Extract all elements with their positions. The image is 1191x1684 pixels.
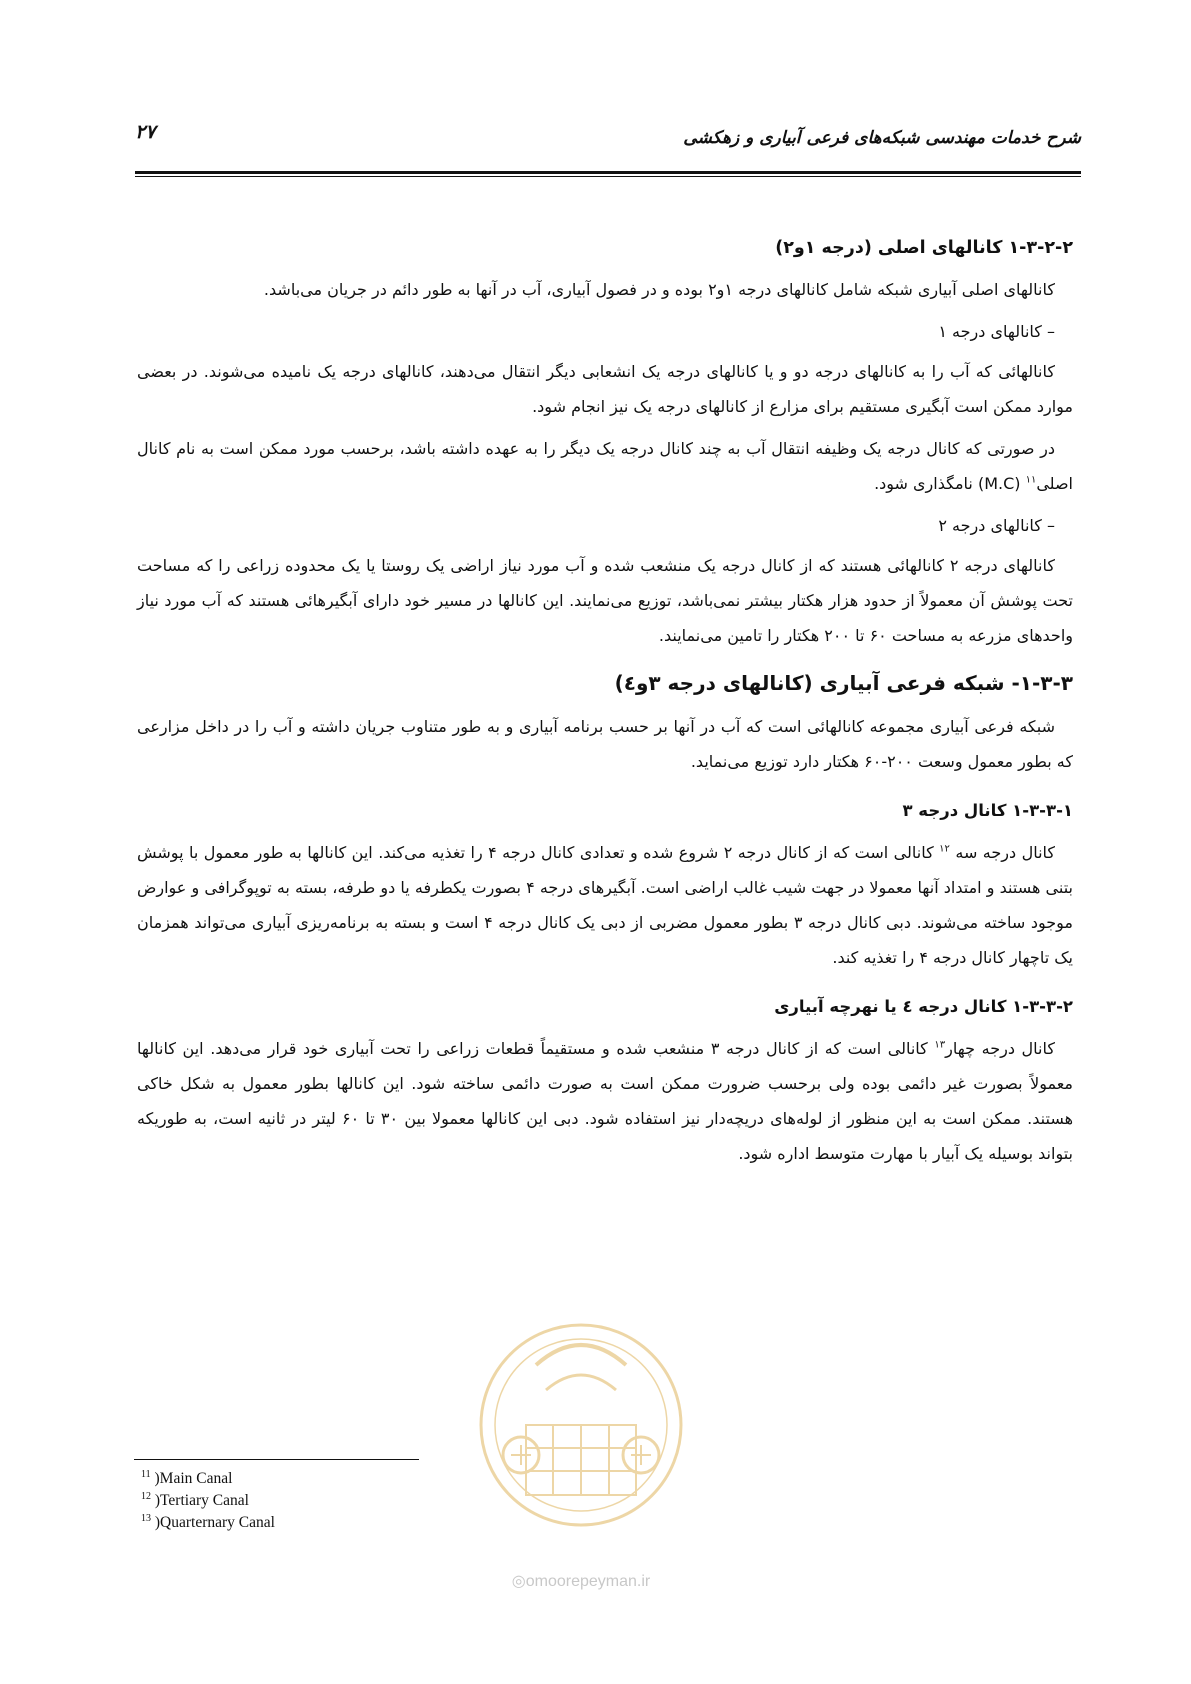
section-heading-sub-network: ۱-۳-۳- شبکه فرعی آبیاری (کانالهای درجه ۳و٤) <box>614 671 1073 695</box>
paragraph-secondary-canals: کانالهای درجه ۲ کانالهائی هستند که از کانال درجه یک منشعب شده و آب مورد نیاز اراضی یک روستا یا یک محدوده زراعی را که مساحت تحت پوشش آن معمولاً از حدود هزار هکتار بیشتر نمی‌باشد، توزیع می‌نمایند. این کانالها در مسیر خود دارای آبگیرهائی هستند که آب مورد نیاز واحدهای مزرعه به مساحت ۶۰ تا ۲۰۰ هکتار را تامین می‌نمایند. <box>137 556 1073 645</box>
paragraph-tertiary-canal <box>137 835 1073 975</box>
paragraph-main-canals-intro: کانالهای اصلی آبیاری شبکه شامل کانالهای درجه ۱و۲ بوده و در فصول آبیاری، آب در آنها به طور دائم در جریان می‌باشد. <box>263 280 1055 299</box>
paragraph-primary-canals: کانالهائی که آب را به کانالهای درجه دو و یا کانالهای درجه یک انشعابی دیگر انتقال می‌دهند، کانالهای درجه یک نامیده می‌شوند. در بعضی موارد ممکن است آبگیری مستقیم برای مزارع از کانالهای درجه یک نیز انجام شود. <box>137 362 1073 416</box>
paragraph-text-part: (M.C) نامگذاری شود. <box>874 474 1026 493</box>
footnote-ref-11: ۱۱ <box>1025 474 1037 486</box>
paragraph-text-part: کانالی است که از کانال درجه ۲ شروع شده و تعدادی کانال درجه ۴ را تغذیه می‌کند. این کانالها به طور معمول با پوشش بتنی هستند و امتداد آنها معمولا در جهت شیب غالب اراضی است. آبگیرهای درجه ۴ بصورت یکطرفه یا دو طرفه، بسته به توپوگرافی و عوارض موجود ساخته می‌شوند. دبی کانال درجه ۳ بطور معمول مضربی از دبی یک کانال درجه ۴ است و بسته به برنامه‌ریزی آبیاری می‌تواند همزمان یک تاچهار کانال درجه ۴ را تغذیه کند. <box>137 843 1074 967</box>
bullet-primary-canals: – کانالهای درجه ۱ <box>938 322 1055 341</box>
footnotes <box>141 1466 275 1532</box>
footnote-text: )Quarternary Canal <box>154 1514 275 1532</box>
footnote-number: 12 <box>141 1491 151 1503</box>
footnote-text: )Tertiary Canal <box>154 1492 249 1510</box>
running-header-title: شرح خدمات مهندسی شبکه‌های فرعی آبیاری و زهکشی <box>683 128 1081 148</box>
footnote-ref-12: ۱۲ <box>939 843 950 855</box>
paragraph-text-part: کانالی است که از کانال درجه ۳ منشعب شده و مستقیماً قطعات زراعی را تحت آبیاری خود قرار می‌دهد. این کانالها معمولاً بصورت غیر دائمی بوده ولی برحسب ضرورت ممکن است به صورت دائمی ساخته شود. این کانالها بطور معمول به شکل خاکی هستند. ممکن است به این منظور از لوله‌های دریچه‌دار نیز استفاده شود. دبی این کانالها معمولا بین ۳۰ تا ۶۰ لیتر در ثانیه است، به طوریکه بتواند بوسیله یک آبیار با مهارت متوسط اداره شود. <box>137 1039 1074 1163</box>
footnote-ref-13: ۱۳ <box>934 1039 946 1051</box>
header-rule-thin <box>135 176 1081 177</box>
paragraph-main-canal-naming <box>137 431 1073 501</box>
footnote-item <box>141 1488 275 1510</box>
header-rule-thick <box>135 171 1081 174</box>
footnote-item <box>141 1510 275 1532</box>
section-heading-main-canals: ۱-۳-۲-۲ کانالهای اصلی (درجه ۱و۲) <box>775 238 1073 258</box>
footnote-text: )Main Canal <box>154 1470 233 1488</box>
paragraph-text-part: در صورتی که کانال درجه یک وظیفه انتقال آب به چند کانال درجه یک دیگر را به عهده داشته باشد، برحسب مورد ممکن است به نام کانال اصلی <box>137 439 1073 493</box>
footnote-number: 13 <box>141 1513 151 1525</box>
section-heading-tertiary-canal: ۱-۳-۳-۱ کانال درجه ۳ <box>902 801 1073 820</box>
page-number: ۲۷ <box>135 121 156 143</box>
bullet-secondary-canals: – کانالهای درجه ۲ <box>938 516 1055 535</box>
paragraph-sub-network: شبکه فرعی آبیاری مجموعه کانالهائی است که آب در آنها بر حسب برنامه آبیاری و به طور متناوب جریان داشته و آب را در داخل مزارعی که بطور معمول وسعت ۲۰۰-۶۰ هکتار دارد توزیع می‌نماید. <box>137 717 1073 771</box>
paragraph-quaternary-canal <box>137 1031 1073 1171</box>
paragraph-text-part: کانال درجه سه <box>949 843 1056 862</box>
section-heading-quaternary-canal: ۱-۳-۳-۲ کانال درجه ٤ یا نهرچه آبیاری <box>774 997 1073 1016</box>
watermark-logo-icon: ◎ <box>511 1573 526 1590</box>
watermark-url-text: omoorepeyman.ir <box>525 1573 651 1590</box>
footnote-item <box>141 1466 275 1488</box>
watermark-url <box>476 1571 686 1591</box>
body-content <box>137 230 1073 1178</box>
watermark-seal-icon <box>466 1305 696 1595</box>
footnote-separator <box>134 1459 419 1460</box>
footnote-number: 11 <box>141 1469 151 1480</box>
paragraph-text-part: کانال درجه چهار <box>945 1039 1055 1058</box>
